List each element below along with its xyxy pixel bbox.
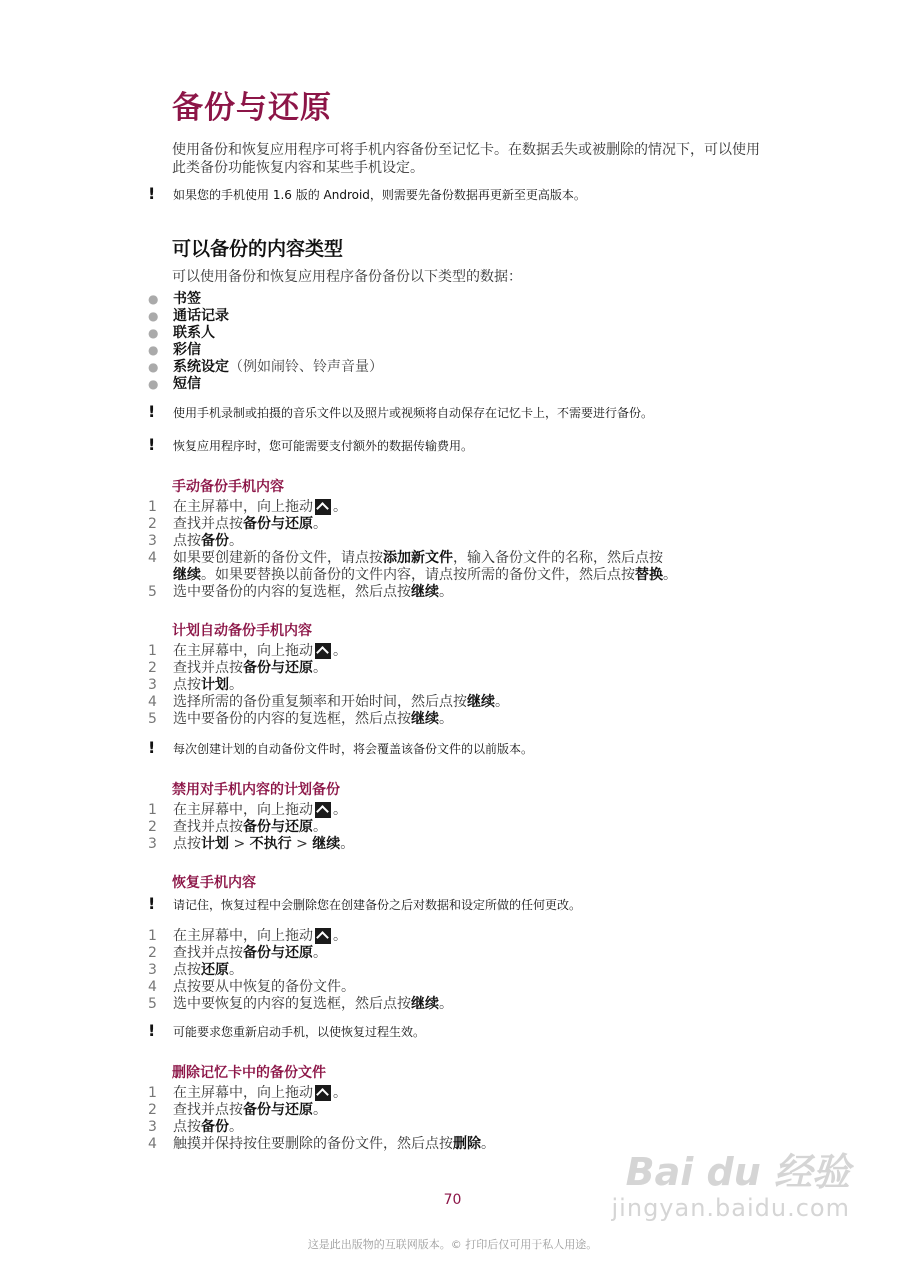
- page-number: 70: [443, 1192, 462, 1208]
- watermark-url: jingyan.baidu.com: [611, 1194, 850, 1222]
- step: 4 选择所需的备份重复频率和开始时间，然后点按 继续 。: [148, 694, 509, 710]
- list-item: ● 短信: [148, 376, 201, 392]
- scheduled-backup-heading: 计划自动备份手机内容: [172, 623, 312, 639]
- step: 5 选中要恢复的内容的复选框，然后点按 继续 。: [148, 996, 453, 1012]
- list-item: ● 系统设定 （例如闹铃、铃声音量）: [148, 359, 383, 375]
- step: 3 点按 计划 > 不执行 > 继续 。: [148, 836, 355, 852]
- up-arrow-icon: [315, 928, 331, 944]
- delete-backup-steps: [148, 1085, 495, 1153]
- step: 4 触摸并保持按住要删除的备份文件，然后点按 删除 。: [148, 1136, 495, 1152]
- footer-text: 这是此出版物的互联网版本。© 打印后仅可用于私人用途。: [307, 1238, 598, 1251]
- note-schedule-overwrite: ! 每次创建计划的自动备份文件时，将会覆盖该备份文件的以前版本。: [148, 738, 534, 757]
- exclamation-icon: !: [148, 738, 156, 757]
- intro-paragraph: 使用备份和恢复应用程序可将手机内容备份至记忆卡。在数据丢失或被删除的情况下，可以使用此类备份功能恢复内容和某些手机设定。: [172, 142, 760, 176]
- note-auto-saved: ! 使用手机录制或拍摄的音乐文件以及照片或视频将自动保存在记忆卡上，不需要进行备份。: [148, 402, 654, 421]
- step: 3 点按 还原 。: [148, 962, 243, 978]
- manual-backup-heading: 手动备份手机内容: [172, 479, 284, 495]
- exclamation-icon: !: [148, 402, 156, 421]
- step: 1 在主屏幕中，向上拖动 。: [148, 499, 347, 515]
- step: 3 点按 计划 。: [148, 677, 243, 693]
- content-types-heading: 可以备份的内容类型: [172, 238, 344, 260]
- up-arrow-icon: [315, 643, 331, 659]
- exclamation-icon: !: [148, 435, 156, 454]
- note-android: ! 如果您的手机使用 1.6 版的 Android，则需要先备份数据再更新至更高版本。: [148, 184, 586, 203]
- step: 2 查找并点按 备份与还原 。: [148, 660, 327, 676]
- note-fees: ! 恢复应用程序时，您可能需要支付额外的数据传输费用。: [148, 435, 474, 454]
- step: 1 在主屏幕中，向上拖动 。: [148, 643, 347, 659]
- step: 3 点按 备份 。: [148, 1119, 243, 1135]
- note-restore-warning: ! 请记住，恢复过程中会删除您在创建备份之后对数据和设定所做的任何更改。: [148, 894, 582, 913]
- step: 1 在主屏幕中，向上拖动 。: [148, 1085, 347, 1101]
- step: 2 查找并点按 备份与还原 。: [148, 516, 327, 532]
- exclamation-icon: !: [148, 1021, 156, 1040]
- note-restart: ! 可能要求您重新启动手机，以使恢复过程生效。: [148, 1021, 426, 1040]
- up-arrow-icon: [315, 802, 331, 818]
- step: 3 点按 备份 。: [148, 533, 243, 549]
- step: 2 查找并点按 备份与还原 。: [148, 1102, 327, 1118]
- list-item: ● 联系人: [148, 325, 215, 341]
- list-item: ● 书签: [148, 291, 201, 307]
- restore-steps: [148, 928, 453, 1013]
- up-arrow-icon: [315, 1085, 331, 1101]
- list-item: ● 彩信: [148, 342, 201, 358]
- baidu-jingyan-watermark: [612, 1150, 850, 1222]
- page-title: 备份与还原: [172, 90, 332, 126]
- delete-backup-heading: 删除记忆卡中的备份文件: [172, 1065, 326, 1081]
- up-arrow-icon: [315, 499, 331, 515]
- step: 1 在主屏幕中，向上拖动 。: [148, 802, 347, 818]
- step: 2 查找并点按 备份与还原 。: [148, 945, 327, 961]
- step: 5 选中要备份的内容的复选框，然后点按 继续 。: [148, 711, 453, 727]
- restore-heading: 恢复手机内容: [172, 875, 256, 891]
- exclamation-icon: !: [148, 184, 156, 203]
- exclamation-icon: !: [148, 894, 156, 913]
- step: 5 选中要备份的内容的复选框，然后点按 继续 。: [148, 584, 453, 600]
- content-types-description: 可以使用备份和恢复应用程序备份备份以下类型的数据：: [172, 269, 522, 285]
- scheduled-backup-steps: [148, 643, 509, 728]
- step: 4 点按要从中恢复的备份文件。: [148, 979, 355, 995]
- content-types-list: [148, 291, 383, 393]
- manual-backup-steps: [148, 499, 677, 601]
- watermark-logo: Bai du 经验: [625, 1150, 850, 1194]
- step: 4 如果要创建新的备份文件，请点按添加新文件，输入备份文件的名称，然后点按 继续。如果要替换以前备份的文件内容，请点按所需的备份文件，然后点按替换。: [148, 550, 677, 583]
- disable-schedule-steps: [148, 802, 354, 853]
- disable-schedule-heading: 禁用对手机内容的计划备份: [172, 782, 340, 798]
- step: 2 查找并点按 备份与还原 。: [148, 819, 327, 835]
- list-item: ● 通话记录: [148, 308, 229, 324]
- step: 1 在主屏幕中，向上拖动 。: [148, 928, 347, 944]
